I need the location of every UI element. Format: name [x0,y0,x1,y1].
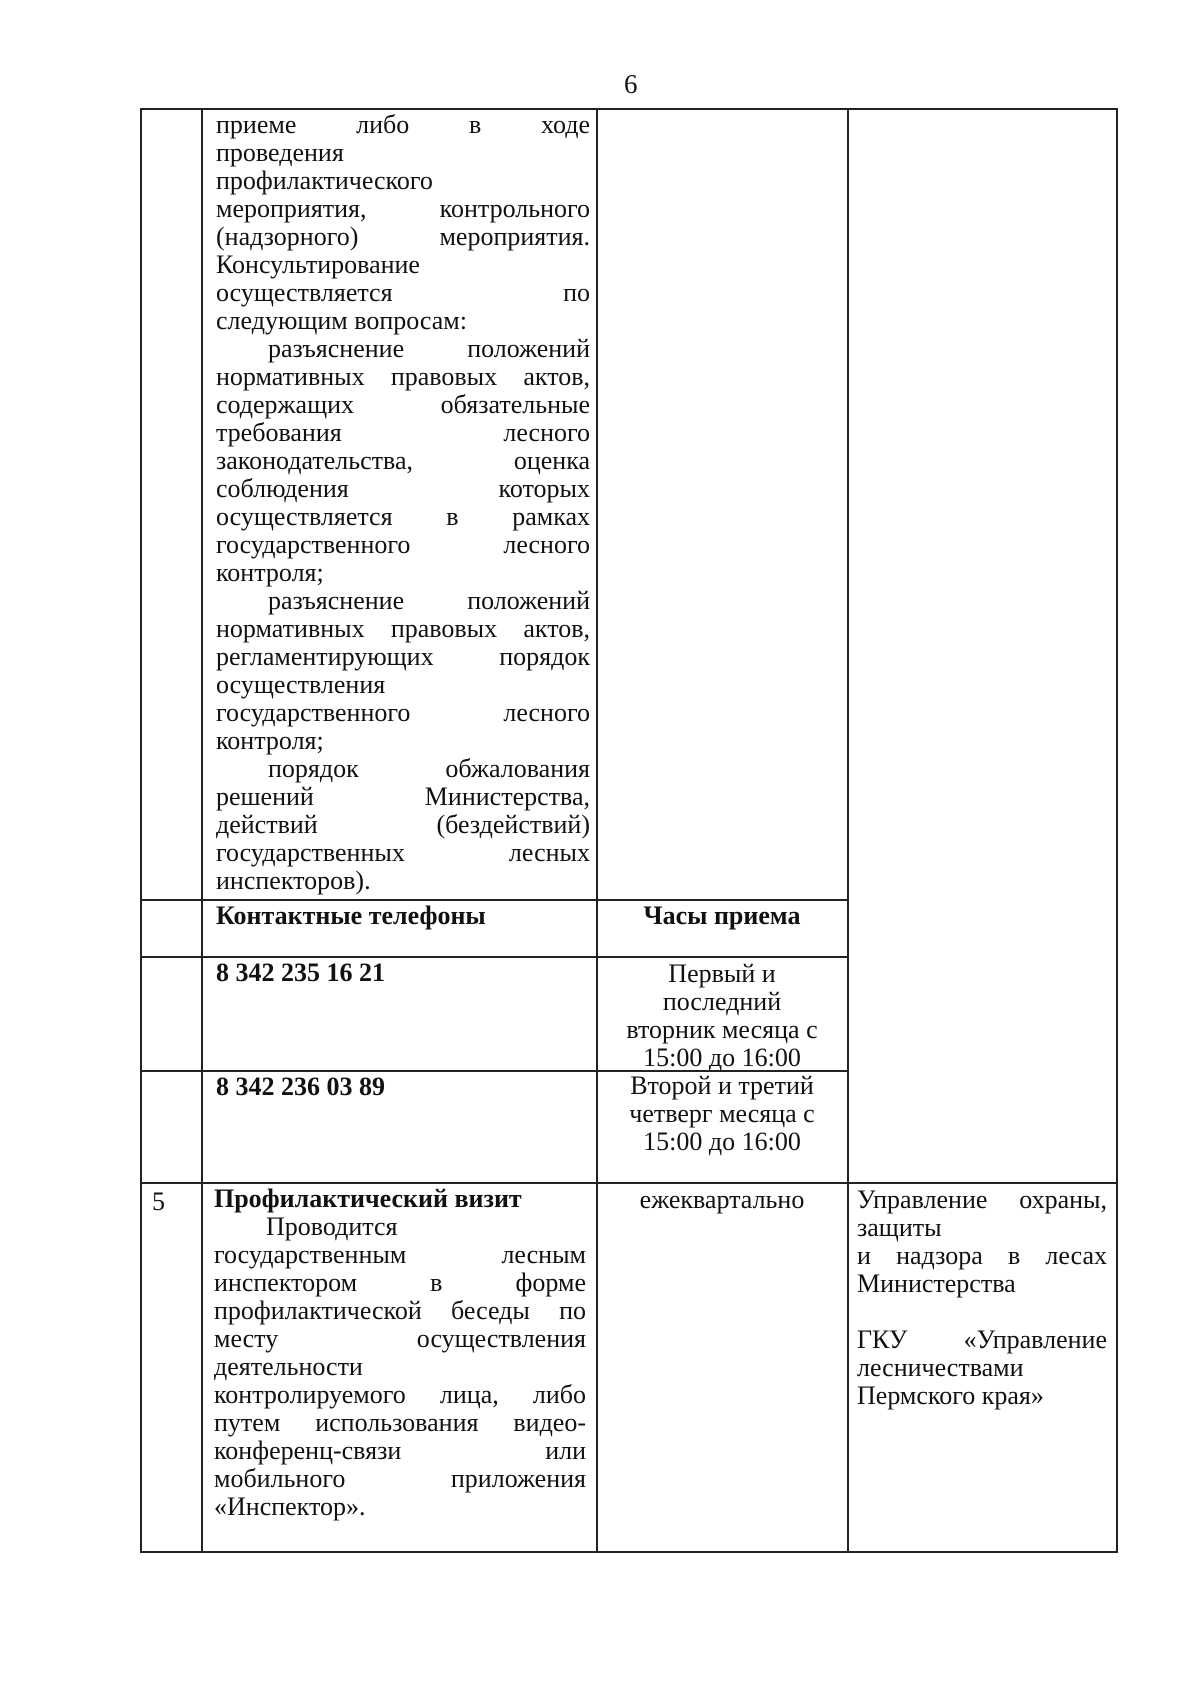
text-line: контроля; [216,726,324,755]
text-line: последний [662,987,782,1016]
text-line: инспектором в форме [214,1268,586,1297]
text-line: мобильного приложения [214,1464,586,1493]
text-line: 15:00 до 16:00 [643,1127,801,1156]
hours-header: Часы приема [643,901,801,930]
text-line: осуществляется по [216,278,590,307]
contacts-header: Контактные телефоны [216,901,486,930]
text-line: инспекторов). [216,866,371,895]
text-line: путем использования видео- [214,1408,586,1437]
text-line: решений Министерства, [216,782,590,811]
text-line: защиты [857,1213,942,1242]
text-line: конференц-связи или [214,1436,586,1465]
text-line: разъяснение положений [268,586,590,615]
table-left-border [140,108,142,1552]
text-line: Управление охраны, [857,1185,1107,1214]
text-line: профилактического [216,166,433,195]
text-line: Пермского края» [857,1381,1044,1410]
table-bottom-border [140,1551,1118,1553]
text-line: контролируемого лица, либо [214,1380,586,1409]
responsible-units [857,1186,1107,1410]
text-line: 15:00 до 16:00 [643,1043,801,1072]
text-line: вторник месяца с [626,1015,818,1044]
text-line: профилактической беседы по [214,1296,586,1325]
text-line: и надзора в лесах [857,1241,1107,1270]
text-line: осуществляется в рамках [216,502,590,531]
text-line: «Инспектор». [214,1492,366,1521]
column-divider-1 [201,108,203,1552]
text-line: Министерства [857,1269,1016,1298]
page-number: 6 [624,69,638,99]
row-number: 5 [152,1187,165,1216]
blank-line [857,1298,1107,1326]
table-right-border [1116,108,1118,1552]
text-line: регламентирующих порядок [216,642,590,671]
text-line: соблюдения которых [216,474,590,503]
text-line: нормативных правовых актов, [216,614,590,643]
text-line: Проводится [266,1212,398,1241]
consultation-description [216,111,590,895]
text-line: ГКУ «Управление [857,1325,1107,1354]
periodicity: ежеквартально [639,1185,805,1214]
text-line: мероприятия, контрольного [216,194,590,223]
text-line: государственных лесных [216,838,590,867]
text-line: лесничествами [857,1353,1024,1382]
text-line: государственного лесного [216,698,590,727]
text-line: государственного лесного [216,530,590,559]
text-line: Консультирование [216,250,420,279]
column-divider-2 [596,108,598,1552]
text-line: нормативных правовых актов, [216,362,590,391]
phone-number: 8 342 235 16 21 [216,958,385,987]
text-line: месту осуществления [214,1324,586,1353]
text-line: следующим вопросам: [216,306,467,335]
text-line: государственным лесным [214,1240,586,1269]
text-line: приеме либо в ходе [216,110,590,139]
text-line: деятельности [214,1352,363,1381]
text-line: содержащих обязательные [216,390,590,419]
preventive-visit-description [214,1185,586,1521]
text-line: осуществления [216,670,386,699]
text-line: Второй и третий [630,1071,814,1100]
text-line: контроля; [216,558,324,587]
reception-hours [604,1072,840,1156]
text-line: четверг месяца с [629,1099,815,1128]
reception-hours [604,960,840,1072]
text-line: (надзорного) мероприятия. [216,222,590,251]
column-divider-3 [847,108,849,1552]
phone-number: 8 342 236 03 89 [216,1072,385,1101]
text-line: действий (бездействий) [216,810,590,839]
text-line: порядок обжалования [268,754,590,783]
text-line: законодательства, оценка [216,446,590,475]
text-line: требования лесного [216,418,590,447]
measure-title: Профилактический визит [214,1184,522,1213]
text-line: проведения [216,138,344,167]
text-line: Первый и [668,959,776,988]
text-line: разъяснение положений [268,334,590,363]
